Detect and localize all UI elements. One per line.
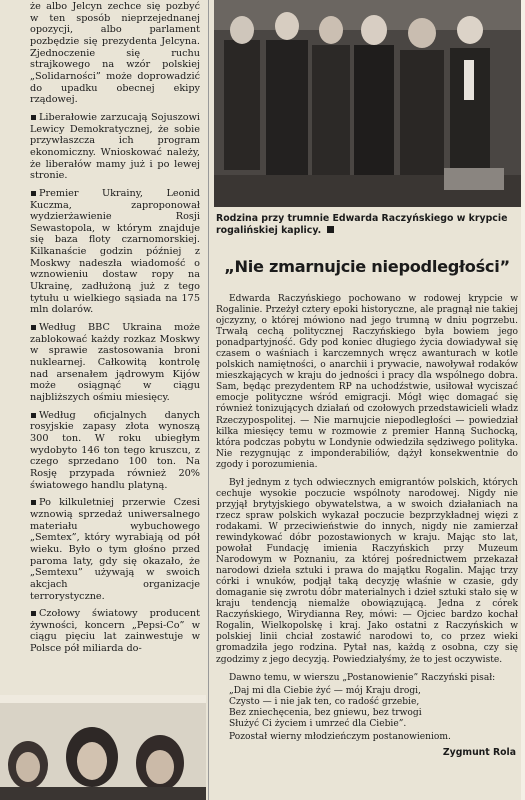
article-paragraph: Dawno temu, w wierszu „Postanowienie” Raczyński pisał: <box>229 672 496 683</box>
women-photo <box>0 695 206 800</box>
article-closing: Pozostał wierny młodzieńczym postanowieniom. <box>229 731 451 742</box>
brief-paragraph: Czołowy światowy producent żywności, koncern „Pepsi-Co” w ciągu pięciu lat zainwestuje w Polsce pół miliarda do- <box>0 608 210 655</box>
funeral-photo-image <box>214 0 521 207</box>
poem-line: Czysto — i nie jak ten, co radość grzebie, <box>229 696 420 707</box>
brief-paragraph: Premier Ukrainy, Leonid Kuczma, zaproponował wydzierżawienie Rosji Sewastopola, w którym znajduje się baza floty czarnomorskiej. Kilkanaście godzin później z Moskwy nadeszła wiadomość o wznowieniu dostaw ropy na Ukrainę, zadłużoną już z tego tytułu u wielkiego sąsiada na 175 mln dolarów. <box>0 188 210 316</box>
caption-end-mark <box>327 226 334 233</box>
brief-paragraph: że albo Jelcyn zechce się pozbyć w ten sposób nieprzejednanej opozycji, albo parlament pozbędzie się prezydenta Jelcyna. Zjednoczenie się ruchu strajkowego na wzór polskiej „Solidarności” może doprowadzić do upadku obecnej ekipy rządowej. <box>30 1 200 106</box>
brief-paragraph: Liberałowie zarzucają Sojuszowi Lewicy Demokratycznej, że sobie przywłaszcza ich program ekonomiczny. Wnioskować należy, że liberałów mamy już i po lewej stronie. <box>0 112 210 182</box>
poem-line: „Daj mi dla Ciebie żyć — mój Kraju drogi, <box>229 685 421 696</box>
brief-paragraph: Według oficjalnych danych rosyjskie zapasy złota wynoszą 300 ton. W roku ubiegłym wydobyto 146 ton tego kruszcu, z czego sprzedano 100 ton. Na Rosję przypada również 20% światowego handlu platyną. <box>0 410 210 492</box>
article-paragraph: Edwarda Raczyńskiego pochowano w rodowej krypcie w Rogalinie. Przeżył cztery epoki historyczne, ale pragnął nie takiej ojczyzny, o której mówiono nad jego trumną w dniu pogrzebu. Trwałą cechą politycznej Raczyńskiego była bowiem jego ponadpartyjność. Gdy pod koniec długiego życia dowiadywał się czasem o waśniach i karczemnych wręcz awanturach w kotle polskich namiętności, o anarchii i prywacie, nawoływał rodaków mieszkających w kraju do jedności i pracy dla wspólnego dobra. Sam, będąc prezydentem RP na uchodźstwie, usiłował wyciszać emocje polityczne wśród emigracji. Mógł więc domagać się również tonizujących działań od czołowych przedstawicieli władz Rzeczypospolitej. — Nie marnujcie niepodległości — powiedział kilka miesięcy temu w rozmowie z premier Hanną Suchocką, która podczas pobytu w Londynie odwiedziła sędziwego polityka. Nie rezygnując z imponderabiliów, dążył konsekwentnie do zgody i porozumienia. <box>216 294 518 470</box>
article-body <box>216 294 518 758</box>
women-photo-image <box>0 695 206 800</box>
news-briefs-list <box>0 0 210 655</box>
poem-quote <box>229 686 518 730</box>
article-paragraph: Był jednym z tych odwiecznych emigrantów polskich, których cechuje wysokie poczucie wspólnoty narodowej. Nigdy nie przyjął brytyjskiego obywatelstwa, a w swoich działaniach na rzecz spraw polskich wykazał poczucie bezprzykładnej więzi z rodakami. W przeciwieństwie do innych, nigdy nie zamierzał rewindykować dóbr pozostawionych w kraju. Mając sto lat, powołał Fundację imienia Raczyńskich przy Muzeum Narodowym w Poznaniu, za której pośrednictwem przekazał narodowi dzieła sztuki i prawa do majątku Rogalin. Mając trzy córki i wnuków, podjął taką decyzję właśnie w czasie, gdy domaganie się zwrotu dóbr materialnych i dzieł sztuki stało się w kraju tendencją niemalże obowiązującą. Jedna z córek Raczyńskiego, Wirydianna Rey, mówi: — Ojciec bardzo kochał Rogalin, Wielkopolskę i kraj. Jako ostatni z Raczyńskich w polskiej linii chciał zostawić narodowi to, co przez wieki gromadziła jego rodzina. Pytał nas, każdą z osobna, czy się zgodzimy z jego decyzją. Powiedziałyśmy, że to jest oczywiste. <box>216 477 518 665</box>
column-divider <box>208 0 209 800</box>
page-edge <box>521 0 525 800</box>
brief-paragraph: Według BBC Ukraina może zablokować każdy rozkaz Moskwy w sprawie zastosowania broni nuklearnej. Całkowitą kontrolę nad arsenałem jądrowym Kijów może osiągnąć w ciągu najbliższych ośmiu miesięcy. <box>0 322 210 404</box>
brief-paragraph: Po kilkuletniej przerwie Czesi wznowią sprzedaż uniwersalnego materiału wybuchowego „Semtex”, który wyrabiają od pół wieku. Było o tym głośno przed paroma laty, gdy się okazało, że „Semtexu” używają w swoich akcjach organizacje terrorystyczne. <box>0 497 210 602</box>
funeral-photo <box>214 0 521 207</box>
poem-line: Bez zniechęcenia, bez gniewu, bez trwogi <box>229 707 422 718</box>
article-headline: „Nie zmarnujcie niepodległości” <box>224 257 510 276</box>
photo-caption: Rodzina przy trumnie Edwarda Raczyńskiego w krypcie rogalińskiej kaplicy. <box>216 213 508 236</box>
news-briefs-column <box>0 0 210 800</box>
article-author: Zygmunt Rola <box>442 746 516 758</box>
poem-line: Służyć Ci życiem i umrzeć dla Ciebie”. <box>229 718 407 729</box>
